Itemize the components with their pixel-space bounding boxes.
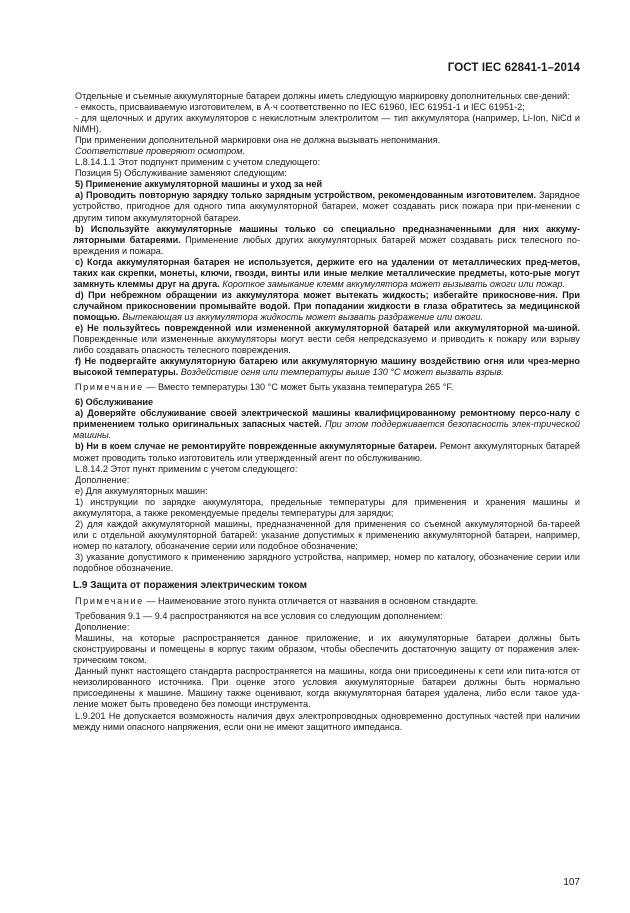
subclause-L8-14-2: L.8.14.2 Этот пункт применим с учетом следующего: [75, 463, 298, 474]
warning-e-text: Поврежденные или измененные аккумуляторы могут вести себя непредсказуемо и приводить к пожару или взрыву либо создавать опасность телесного повреждения. [73, 334, 580, 356]
warning-d [73, 290, 580, 323]
requirements-9-1-9-4: Требования 9.1 — 9.4 распространяются на все условия со следующим дополнением: [75, 611, 443, 622]
warning-e-bold: e) Не пользуйтесь поврежденной или измененной аккумуляторной батарей или аккумуляторной ма-шиной. [75, 322, 580, 333]
warning-d-italic: Вытекающая из аккумулятора жидкость может вызвать раздражение или ожоги. [119, 311, 484, 322]
paragraph-misunderstanding: При применении дополнительной маркировки она не должна вызывать непонимания. [75, 135, 441, 146]
service-a [73, 408, 580, 441]
subclause-L9-201: L.9.201 Не допускается возможность наличия двух электропроводных одновременно доступных частей при наличии между ними опасного напряжения, если они не имеют защитного импеданса. [73, 710, 580, 732]
item-e-1: 1) инструкции по зарядке аккумулятора, предельные температуры для применения и хранения машины и аккумулятора, а также рекомендуемые пределы температуры для зарядки; [73, 496, 580, 518]
warning-f-italic: Воздействие огня или температуры выше 130 °С может вызвать взрыв. [178, 367, 504, 378]
heading-battery-tool-use: 5) Применение аккумуляторной машины и уход за ней [75, 179, 323, 190]
document-body [73, 91, 580, 733]
warning-e [73, 323, 580, 356]
note-temperature [73, 382, 580, 393]
list-item-battery-type: - для щелочных и других аккумуляторов с некислотным электролитом — тип аккумулятора (например, Li-Ion, NiCd и NiMH). [73, 113, 580, 135]
service-b-text: Ремонт аккумуляторных батарей может проводить только изготовитель или утвержденный агент по обслуживанию. [73, 441, 580, 463]
warning-a-text: Зарядное устройство, пригодное для одного типа аккумуляторной батареи, может создавать риск пожара при при-менении с другим типом аккумуляторной батареи. [73, 190, 580, 223]
page-number: 107 [563, 877, 580, 888]
position-5-replaced: Позиция 5) Обслуживание заменяют следующим: [75, 168, 287, 179]
subclause-L8-14-1-1: L.8.14.1.1 Этот подпункт применим с учетом следующего: [75, 157, 321, 168]
service-b-bold: b) Ни в коем случае не ремонтируйте поврежденные аккумуляторные батареи. [75, 441, 438, 452]
warning-b-bold: b) Используйте аккумуляторные машины только со специально предназначенными для них аккуму-ляторными батареями. [73, 223, 580, 245]
paragraph-machines-protection: Машины, на которые распространяется данное приложение, и их аккумуляторные батареи должны быть сконструированы и помещены в корпус таким образом, чтобы обеспечить достаточную защиту от поражения элек-трическим током. [73, 633, 580, 666]
service-a-italic: При этом поддерживается безопасность элек-трической машины. [73, 419, 580, 441]
item-e-2: 2) для каждой аккумуляторной машины, предназначенной для применения со съемной аккумуляторной ба-тареей или с отдельной аккумуляторной батарей: указание допустимых к применению аккумуляторной батареи, например, номер по каталогу, обозначение серии или подобное обозначение; [73, 518, 580, 551]
item-e-battery-tools: е) Для аккумуляторных машин: [75, 485, 208, 496]
note-label: Примечание [75, 382, 144, 393]
note-text: — Наименование этого пункта отличается от названия в основном стандарте. [143, 596, 479, 607]
service-a-bold: а) Доверяйте обслуживание своей электрической машины квалифицированному ремонтному персо-налу с применением только оригинальных запасных частей. [73, 408, 580, 430]
warning-f-bold: f) Не подвергайте аккумуляторную батарею или аккумуляторную машину воздействию огня или чрез-мерно высокой температуры. [73, 356, 580, 378]
note-section-name [73, 596, 580, 607]
list-item-capacity: - емкость, присваиваемую изготовителем, в А·ч соответственно по IEC 61960, IEC 61951-1 и IEC 61951-2; [75, 102, 525, 113]
heading-service: 6) Обслуживание [75, 397, 154, 408]
warning-c-italic: Короткое замыкание клемм аккумулятора может вызывать ожоги или пожар. [219, 278, 565, 289]
paragraph-scope: Данный пункт настоящего стандарта распространяется на машины, когда они присоединены к сети или пита-ются от неизолированного источника. При оценке этого условия аккумуляторные батареи должны быть нормально присоединены к машине. Машину также оценивают, когда аккумуляторная батарея удалена, либо если такое уда-ление может быть проведено без помощи инструмента. [73, 666, 580, 710]
standard-code-header: ГОСТ IEC 62841-1–2014 [447, 62, 580, 74]
note-label: Примечание [75, 596, 144, 607]
compliance-check: Соответствие проверяют осмотром. [75, 146, 246, 157]
warning-c [73, 257, 580, 290]
item-e-3: 3) указание допустимого к применению зарядного устройства, например, номер по каталогу, обозначение серии или подобное обозначение. [73, 551, 580, 573]
warning-d-bold: d) При небрежном обращении из аккумулятора может вытекать жидкость; избегайте прикоснове-ния. При случайном прикосновении промывайте водой. При попадании жидкости в глаза обратитесь за медицинской помощью. [73, 289, 580, 322]
warning-a-bold: а) Проводить повторную зарядку только зарядным устройством, рекомендованным изготовителем. [75, 190, 537, 201]
warning-a [73, 190, 580, 223]
warning-c-bold: c) Когда аккумуляторная батарея не используется, держите его на удалении от металлических пред-метов, таких как скрепки, монеты, ключи, гвозди, винты или иные мелкие металлические предметы, кото-рые могут замкнуть клеммы друг на друга. [73, 256, 580, 289]
paragraph-marking: Отдельные и съемные аккумуляторные батареи должны иметь следующую маркировку дополнительных све-дений: [75, 91, 570, 101]
warning-b-text: Применение любых других аккумуляторных батарей может создавать риск телесного по-вреждения и пожара. [73, 234, 580, 256]
addition-label: Дополнение: [75, 474, 130, 485]
section-heading-L9: L.9 Защита от поражения электрическим током [73, 580, 308, 592]
note-text: — Вместо температуры 130 °С может быть указана температура 265 °F. [143, 382, 454, 393]
addition-label: Дополнение: [75, 622, 130, 633]
warning-f [73, 356, 580, 378]
warning-b [73, 224, 580, 257]
service-b [73, 441, 580, 463]
